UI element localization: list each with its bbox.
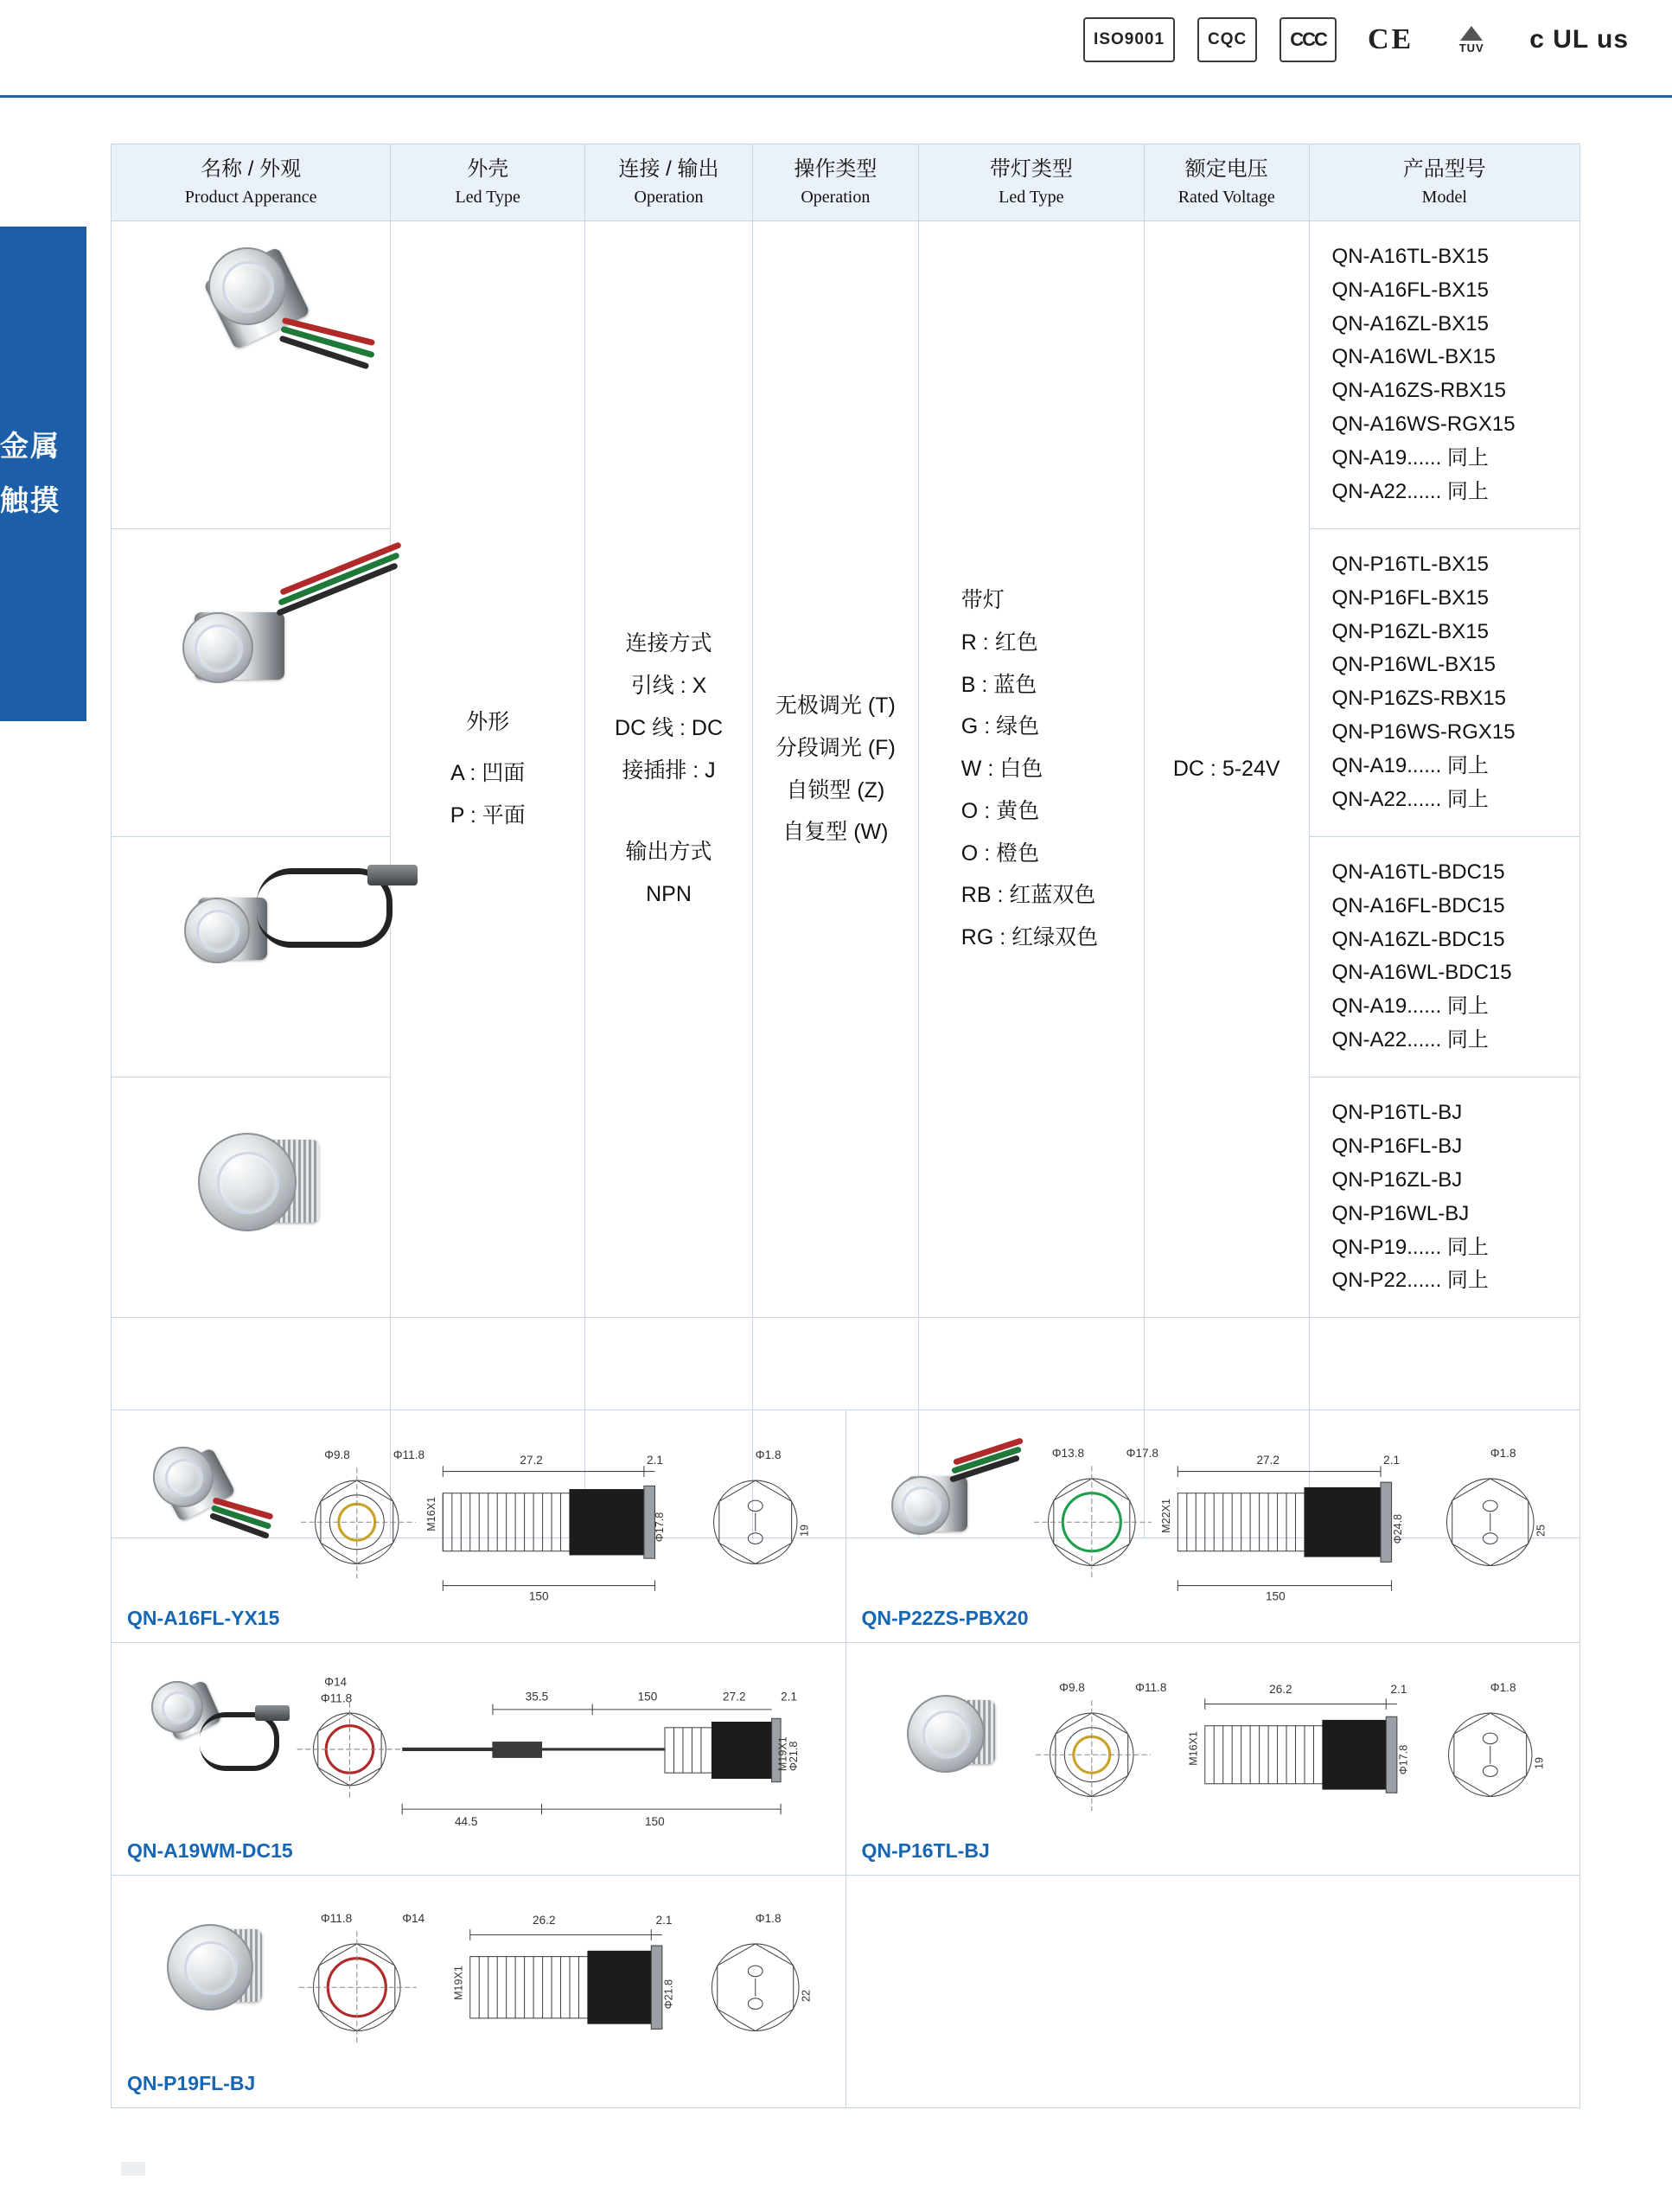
- model-item: QN-P19...... 同上: [1331, 1235, 1489, 1259]
- led-type-line-1: R : 红色: [960, 630, 1038, 655]
- header-housing: 外壳 Led Type: [391, 144, 585, 221]
- drawing-row: [112, 1643, 1580, 1876]
- model-item: QN-A19...... 同上: [1331, 446, 1489, 470]
- product-photo-2: [112, 534, 390, 831]
- model-item: QN-A16ZL-BX15: [1331, 311, 1489, 336]
- dim-label: Φ17.8: [1396, 1744, 1409, 1775]
- housing-cell: [391, 221, 585, 1318]
- model-item: QN-A16WS-RGX15: [1331, 412, 1516, 437]
- dim-label: Φ1.8: [1490, 1446, 1516, 1460]
- product-photo-cell-1: [112, 221, 391, 528]
- led-type-line-8: RG : 红绿双色: [960, 925, 1099, 950]
- model-item: QN-A22...... 同上: [1331, 479, 1489, 503]
- header-product-appearance: 名称 / 外观 Product Apperance: [112, 144, 391, 221]
- model-item: QN-A16WL-BDC15: [1331, 961, 1512, 985]
- dim-label: 150: [637, 1690, 658, 1704]
- model-item: QN-P16ZS-RBX15: [1331, 687, 1506, 711]
- header-rated-voltage: 额定电压 Rated Voltage: [1144, 144, 1309, 221]
- dim-label: 150: [528, 1589, 549, 1603]
- led-type-cell: [918, 221, 1144, 1318]
- drawing-photo-3: [127, 1662, 283, 1800]
- ccc-badge: [1280, 17, 1337, 62]
- model-item: QN-P16ZL-BX15: [1331, 619, 1489, 643]
- dim-label: 2.1: [781, 1690, 798, 1704]
- drawing-cell-1: [112, 1410, 846, 1643]
- model-item: QN-A16TL-BDC15: [1331, 860, 1505, 884]
- drawing-schematic-1: [284, 1422, 864, 1613]
- model-item: QN-A19...... 同上: [1331, 994, 1489, 1019]
- page-footer-mark: [121, 2162, 145, 2176]
- table-row: [112, 221, 1580, 528]
- model-item: QN-A22...... 同上: [1331, 1028, 1489, 1052]
- operation-cell: [752, 221, 918, 1318]
- cqc-label: CQC: [1208, 30, 1248, 48]
- connection-line-1: 引线 : X: [630, 674, 707, 699]
- dim-label: Φ11.8: [320, 1691, 353, 1705]
- led-ring-icon: [196, 910, 239, 953]
- model-item: QN-A16ZS-RBX15: [1331, 379, 1506, 403]
- led-ring-icon: [222, 261, 274, 313]
- led-ring-icon: [162, 1691, 195, 1724]
- dim-label: M22X1: [1159, 1498, 1172, 1533]
- ce-badge: [1359, 17, 1422, 62]
- dim-label: 26.2: [1268, 1683, 1292, 1697]
- tuv-label: TUV: [1458, 42, 1484, 54]
- connection-text: [586, 623, 751, 916]
- dim-label: Φ17.8: [1126, 1446, 1158, 1460]
- drawing-cell-4: [846, 1643, 1580, 1876]
- housing-line-2: P : 平面: [450, 802, 526, 828]
- dc-plug-icon: [367, 865, 418, 885]
- drawing-schematic-5: [284, 1888, 864, 2078]
- dim-label: Φ13.8: [1051, 1446, 1084, 1460]
- model-group-1: [1309, 221, 1579, 528]
- specification-table: [111, 144, 1580, 1538]
- model-group-2: [1309, 528, 1579, 836]
- led-ring-icon: [165, 1459, 203, 1497]
- connection-line-3: 接插排 : J: [622, 758, 716, 783]
- model-item: QN-A22...... 同上: [1331, 787, 1489, 811]
- section-tab-metal-touch: [0, 227, 86, 721]
- connection-line-2: DC 线 : DC: [615, 715, 724, 740]
- header-model: 产品型号 Model: [1309, 144, 1579, 221]
- led-ring-icon: [195, 624, 243, 673]
- led-type-line-3: G : 绿色: [960, 714, 1040, 739]
- dim-label: 2.1: [655, 1913, 673, 1927]
- product-photo-1: [112, 227, 390, 523]
- drawing-cell-3: [112, 1643, 846, 1876]
- led-ring-icon: [902, 1486, 941, 1526]
- dim-label: Φ1.8: [755, 1448, 782, 1461]
- dim-label: Φ21.8: [787, 1741, 800, 1772]
- model-item: QN-P16WL-BX15: [1331, 653, 1496, 677]
- dim-label: 25: [1535, 1525, 1548, 1537]
- dim-label: Φ24.8: [1391, 1513, 1404, 1544]
- drawing-row: [112, 1410, 1580, 1643]
- led-ring-icon: [184, 1941, 238, 1995]
- model-item: QN-P16ZL-BJ: [1331, 1167, 1463, 1192]
- dim-label: Φ14: [402, 1911, 425, 1925]
- operation-line-3: 自锁型 (Z): [786, 777, 885, 802]
- dim-label: 2.1: [647, 1454, 663, 1467]
- model-item: QN-A16TL-BX15: [1331, 244, 1489, 268]
- header-operation-type: 操作类型 Operation: [752, 144, 918, 221]
- product-photo-cell-2: [112, 528, 391, 836]
- wire-green-icon: [278, 552, 400, 606]
- operation-line-2: 分段调光 (F): [775, 735, 896, 760]
- drawing-model-label: QN-A16FL-YX15: [127, 1607, 280, 1629]
- drawing-photo-4: [862, 1662, 1018, 1800]
- drawing-model-label: QN-A19WM-DC15: [127, 1839, 293, 1862]
- model-item: QN-A16ZL-BDC15: [1331, 927, 1505, 951]
- voltage-value: DC : 5-24V: [1172, 757, 1280, 782]
- model-item: QN-P22...... 同上: [1331, 1269, 1489, 1293]
- table-header-row: [112, 144, 1580, 221]
- dim-label: 35.5: [525, 1690, 549, 1704]
- model-item: QN-P16TL-BX15: [1331, 552, 1489, 576]
- dim-label: 27.2: [723, 1690, 746, 1704]
- dim-label: Φ21.8: [662, 1979, 675, 2010]
- ul-badge: [1521, 17, 1637, 62]
- tuv-triangle-icon: [1460, 26, 1483, 41]
- dim-label: M16X1: [424, 1496, 437, 1531]
- drawing-cell-2: [846, 1410, 1580, 1643]
- dim-label: 150: [644, 1814, 665, 1828]
- model-group-4: [1309, 1077, 1579, 1318]
- model-item: QN-P16WS-RGX15: [1331, 720, 1516, 745]
- dim-label: 2.1: [1382, 1454, 1400, 1467]
- drawing-model-label: QN-P22ZS-PBX20: [861, 1607, 1029, 1629]
- led-type-line-5: O : 黄色: [960, 798, 1040, 823]
- drawing-schematic-2: [1019, 1422, 1599, 1613]
- model-item: QN-P16TL-BJ: [1331, 1101, 1463, 1125]
- drawing-cell-5: [112, 1876, 846, 2108]
- dim-label: Φ11.8: [320, 1911, 353, 1925]
- dim-label: 19: [798, 1525, 811, 1537]
- drawing-photo-1: [127, 1429, 283, 1568]
- ccc-label: CCC: [1290, 29, 1326, 50]
- ce-label: CE: [1367, 23, 1414, 55]
- product-photo-cell-4: [112, 1077, 391, 1318]
- dim-label: Φ9.8: [324, 1448, 350, 1461]
- model-item: QN-A16FL-BX15: [1331, 278, 1489, 302]
- model-item: QN-A16FL-BDC15: [1331, 893, 1505, 917]
- dim-label: Φ14: [324, 1675, 348, 1689]
- dim-label: Φ9.8: [1058, 1680, 1085, 1694]
- dim-label: 27.2: [1255, 1454, 1280, 1467]
- led-type-line-7: RB : 红蓝双色: [960, 883, 1096, 908]
- drawing-photo-2: [862, 1429, 1018, 1568]
- connection-title: 连接方式: [625, 631, 712, 656]
- section-tab-label: 金属触摸: [0, 430, 61, 516]
- product-photo-4: [112, 1083, 390, 1312]
- iso9001-badge: [1083, 17, 1175, 62]
- housing-line-1: A : 凹面: [450, 761, 526, 786]
- drawing-grid: [111, 1410, 1580, 2108]
- model-group-3: [1309, 836, 1579, 1077]
- led-type-line-4: W : 白色: [960, 757, 1043, 782]
- dim-label: M19X1: [452, 1966, 465, 2000]
- certification-bar: [0, 0, 1672, 80]
- model-item: QN-A19...... 同上: [1331, 754, 1489, 778]
- operation-text: [754, 685, 917, 853]
- housing-text: [392, 701, 584, 836]
- dim-label: M19X1: [776, 1736, 789, 1772]
- model-item: QN-P16FL-BJ: [1331, 1134, 1463, 1158]
- drawing-schematic-3: [284, 1655, 864, 1845]
- voltage-cell: [1144, 221, 1309, 1318]
- model-item: QN-P16WL-BJ: [1331, 1201, 1470, 1225]
- dim-label: 22: [800, 1990, 813, 2002]
- dim-label: Φ1.8: [755, 1911, 782, 1925]
- housing-title: 外形: [466, 710, 510, 735]
- operation-line-1: 无极调光 (T): [775, 694, 896, 719]
- drawing-model-label: QN-P16TL-BJ: [861, 1839, 990, 1862]
- dim-label: Φ17.8: [653, 1512, 666, 1543]
- dim-label: Φ1.8: [1490, 1680, 1516, 1694]
- drawing-cell-6-empty: [846, 1876, 1580, 2108]
- operation-line-4: 自复型 (W): [782, 820, 889, 845]
- led-ring-icon: [217, 1152, 279, 1214]
- drawing-photo-5: [127, 1895, 283, 2033]
- dim-label: 2.1: [1390, 1683, 1407, 1697]
- dim-label: 44.5: [454, 1814, 478, 1828]
- drawing-row: [112, 1876, 1580, 2108]
- iso9001-label: ISO9001: [1094, 30, 1165, 48]
- output-title: 输出方式: [625, 840, 712, 865]
- led-type-text: [920, 579, 1143, 959]
- product-photo-cell-3: [112, 836, 391, 1077]
- led-type-line-6: O : 橙色: [960, 841, 1040, 866]
- dc-cable-icon: [200, 1712, 279, 1771]
- product-photo-3: [112, 842, 390, 1071]
- drawing-model-label: QN-P19FL-BJ: [127, 2072, 256, 2094]
- dim-label: 19: [1533, 1757, 1546, 1769]
- header-led-type: 带灯类型 Led Type: [918, 144, 1144, 221]
- dim-label: Φ11.8: [1134, 1680, 1166, 1694]
- dim-label: Φ11.8: [392, 1448, 425, 1461]
- dim-label: 27.2: [520, 1454, 543, 1467]
- led-type-line-2: B : 蓝色: [960, 672, 1037, 697]
- tuv-badge: [1445, 17, 1498, 62]
- led-ring-icon: [922, 1710, 971, 1759]
- header-connection-output: 连接 / 输出 Operation: [585, 144, 753, 221]
- dim-label: 26.2: [533, 1913, 556, 1927]
- ul-label: c UL us: [1529, 25, 1629, 54]
- connection-cell: [585, 221, 753, 1318]
- led-type-title: 带灯: [960, 588, 1005, 613]
- cqc-badge: [1197, 17, 1257, 62]
- header-divider: [0, 95, 1672, 98]
- model-item: QN-A16WL-BX15: [1331, 345, 1496, 369]
- dim-label: 150: [1265, 1589, 1286, 1603]
- drawing-schematic-4: [1019, 1655, 1599, 1845]
- output-line-1: NPN: [646, 882, 692, 907]
- model-item: QN-P16FL-BX15: [1331, 585, 1489, 610]
- dim-label: M16X1: [1186, 1730, 1199, 1766]
